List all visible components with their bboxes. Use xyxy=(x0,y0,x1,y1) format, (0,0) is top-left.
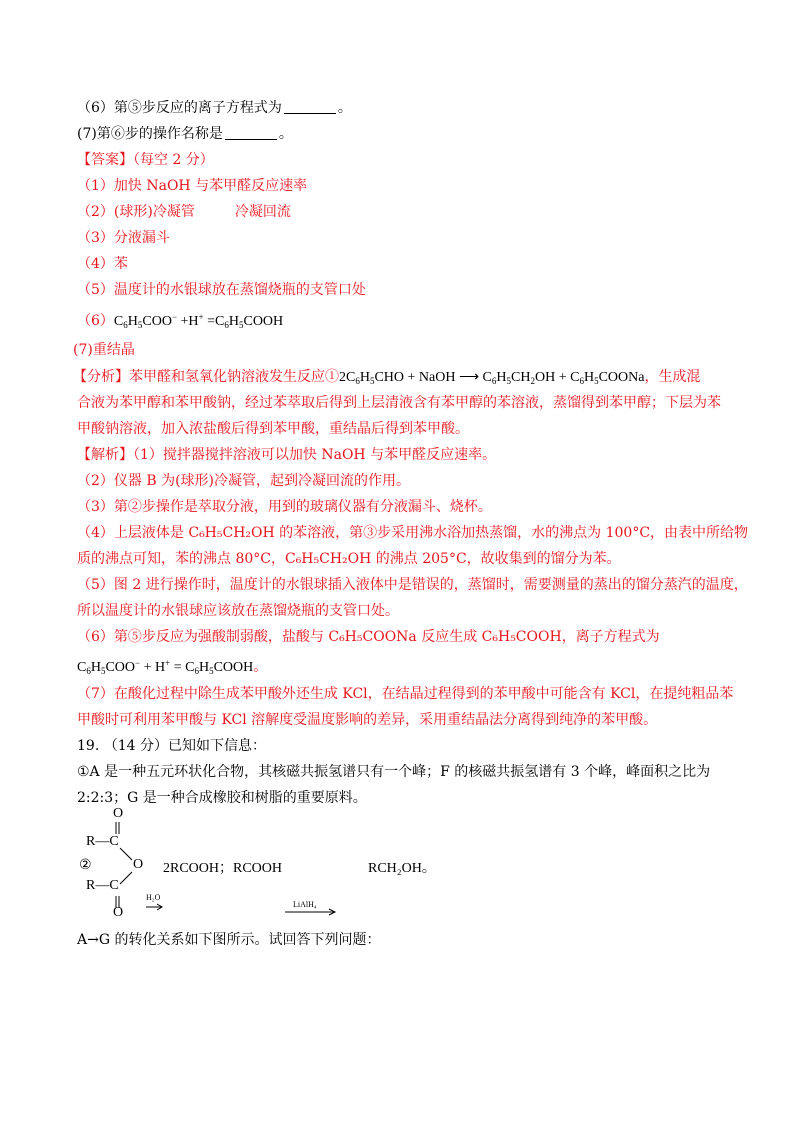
product-acids: 2RCOOH；RCOOH xyxy=(163,861,283,876)
explanation-5-line-2: 所以温度计的水银球应该放在蒸馏烧瓶的支管口处。 xyxy=(77,603,399,619)
ionic-equation: $C_6H_5COO^- +H^+$ $=C_6H_5COOH$ xyxy=(113,312,284,330)
analysis-line-2: 合液为苯甲醇和苯甲酸钠，经过苯萃取后得到上层清液含有苯甲醇的苯溶液，蒸馏得到苯甲醇；下层为苯 xyxy=(77,395,721,411)
arrow-icon xyxy=(146,902,164,912)
answer-7: (7)重结晶 xyxy=(73,342,135,358)
question-7: (7)第⑥步的操作名称是 。 xyxy=(77,126,293,142)
answer-blank xyxy=(225,125,277,140)
answer-6-equation: $(6)C_6H_5COO^- +H^+$ $=C_6H_5COOH$ xyxy=(77,312,284,330)
oxygen-top: O xyxy=(113,806,124,821)
closing-line: A→G 的转化关系如下图所示。试回答下列问题： xyxy=(77,932,381,948)
question-19: 19. （14 分）已知如下信息： xyxy=(77,738,266,754)
explanation-5-line-1: （5）图 2 进行操作时，温度计的水银球插入液体中是错误的，蒸馏时，需要测量的蒸出的馏分蒸汽的温度， xyxy=(77,577,748,593)
answer-blank xyxy=(284,99,336,114)
explanation-7-line-2: 甲酸时可利用苯甲酸与 KCl 溶解度受温度影响的差异，采用重结晶法分离得到纯净的苯甲酸。 xyxy=(77,712,658,728)
arrow-icon xyxy=(285,907,337,917)
analysis-line-3: 甲酸钠溶液，加入浓盐酸后得到苯甲酸，重结晶后得到苯甲酸。 xyxy=(77,421,469,437)
info-1-line-1: ①A 是一种五元环状化合物，其核磁共振氢谱只有一个峰；F 的核磁共振氢谱有 3 个峰，峰面积之比为 xyxy=(77,764,711,780)
question-6: （6）第⑤步反应的离子方程式为 。 xyxy=(77,100,352,116)
product-alcohol: RCH₂OH。 xyxy=(368,861,436,876)
answer-4: （4）苯 xyxy=(77,256,128,272)
explanation-1: 【解析】（1）搅拌器搅拌溶液可以加快 NaOH 与苯甲醛反应速率。 xyxy=(77,447,497,463)
answer-5: （5）温度计的水银球放在蒸馏烧瓶的支管口处 xyxy=(77,282,366,298)
info-1-line-2: 2:2:3；G 是一种合成橡胶和树脂的重要原料。 xyxy=(77,790,367,806)
answer-3: （3）分液漏斗 xyxy=(77,230,170,246)
acyl-group-bottom: R—C xyxy=(86,878,119,893)
explanation-4-line-1: （4）上层液体是 C₆H₅CH₂OH 的苯溶液，第③步采用沸水浴加热蒸馏，水的沸点为 100°C，由表中所给物 xyxy=(77,525,749,541)
oxygen-bottom: O xyxy=(113,905,124,920)
reaction-equation: $2C_6H_5CHO$ + NaOH ⟶ $C_6H_5CH_2OH$ + $C_6H_5COONa$ xyxy=(339,370,645,386)
explanation-4-line-2: 质的沸点可知，苯的沸点 80°C，C₆H₅CH₂OH 的沸点 205°C，故收集到的馏分为苯。 xyxy=(77,551,621,567)
answer-header: 【答案】（每空 2 分） xyxy=(77,152,214,168)
explanation-6-equation: $C_6H_5COO^- + H^+$ = $C_6H_5COOH$。 xyxy=(77,658,268,676)
explanation-6-line-1: （6）第⑤步反应为强酸制弱酸，盐酸与 C₆H₅COONa 反应生成 C₆H₅COOH，离子方程式为 xyxy=(77,629,660,645)
analysis-line-1: 【分析】苯甲醛和氢氧化钠溶液发生反应$①2C_6H_5CHO$ + NaOH ⟶ $C_6H_5CH_2OH$ + $C_6H_5COONa$，生成混 xyxy=(73,369,701,386)
explanation-2: （2）仪器 B 为(球形)冷凝管，起到冷凝回流的作用。 xyxy=(77,473,411,489)
acyl-group-top: R—C xyxy=(86,834,119,849)
explanation-3: （3）第②步操作是萃取分液，用到的玻璃仪器有分液漏斗、烧杯。 xyxy=(77,499,492,515)
info-2-mark: ② xyxy=(79,858,92,873)
explanation-7-line-1: （7）在酸化过程中除生成苯甲酸外还生成 KCl，在结晶过程得到的苯甲酸中可能含有 KCl，在提纯粗品苯 xyxy=(77,686,734,702)
ionic-equation-2: $C_6H_5COO^- + H^+$ = $C_6H_5COOH$ xyxy=(77,658,254,676)
reagent-water: H₂O xyxy=(146,893,161,902)
answer-2: （2）(球形)冷凝管 冷凝回流 xyxy=(77,204,291,220)
bridging-oxygen: O xyxy=(133,857,144,872)
reagent-lialh4: LiAlH₄ xyxy=(293,900,317,909)
answer-1: （1）加快 NaOH 与苯甲醛反应速率 xyxy=(77,178,308,194)
